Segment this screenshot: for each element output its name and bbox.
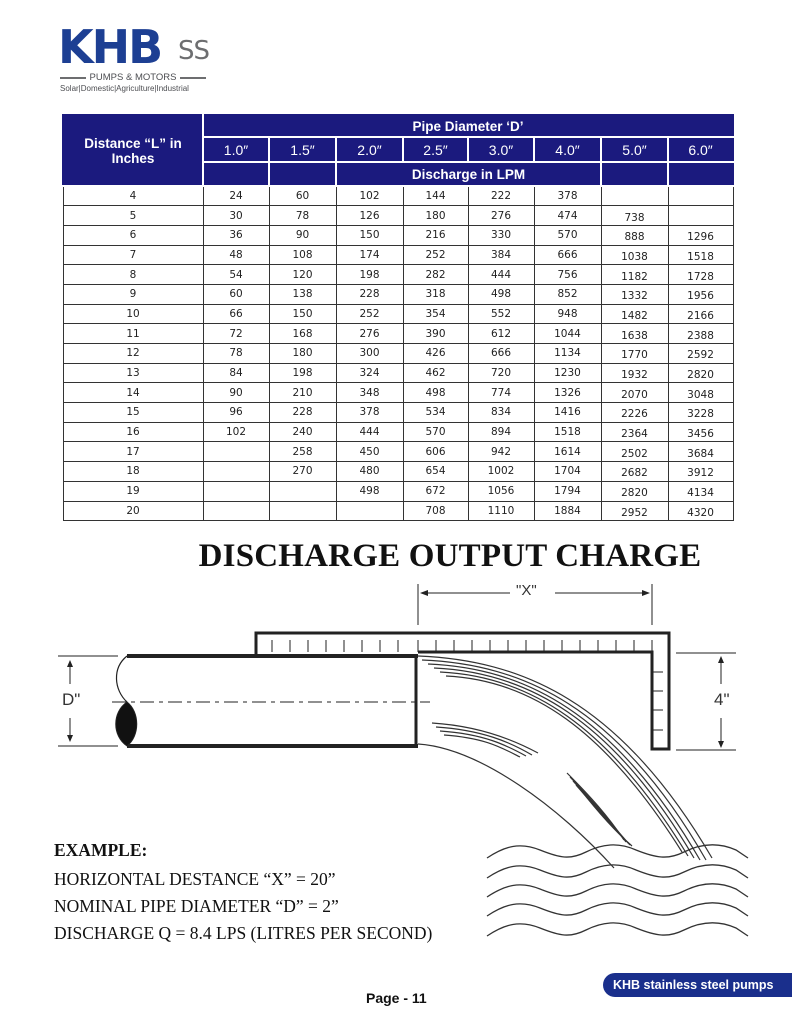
table-row [63,442,733,462]
discharge-cell: 108 [269,245,336,265]
table-row [63,186,733,206]
distance-cell: 13 [63,363,203,383]
pipe-size-header: 6.0″ [668,137,733,162]
discharge-cell: 1056 [468,481,534,501]
discharge-cell [269,501,336,521]
discharge-cell: 90 [203,383,269,403]
discharge-cell: 1638 [601,324,668,344]
discharge-cell: 606 [403,442,468,462]
distance-cell: 10 [63,304,203,324]
discharge-cell: 852 [534,284,601,304]
discharge-cell: 180 [403,206,468,226]
distance-cell: 12 [63,344,203,364]
discharge-cell: 60 [269,186,336,206]
discharge-cell: 1332 [601,284,668,304]
discharge-cell [336,501,403,521]
logo-brand: KHB [58,20,162,74]
discharge-cell: 2682 [601,462,668,482]
distance-cell: 6 [63,225,203,245]
pipe-size-header: 2.0″ [336,137,403,162]
blank-header-cell [668,162,733,186]
discharge-cell: 384 [468,245,534,265]
discharge-cell: 1518 [534,422,601,442]
logo-divider [180,77,206,79]
discharge-cell: 180 [269,344,336,364]
discharge-cell: 72 [203,324,269,344]
discharge-cell: 378 [534,186,601,206]
pipe-size-header: 1.5″ [269,137,336,162]
page-number: Page - 11 [366,990,427,1006]
discharge-cell: 720 [468,363,534,383]
discharge-cell: 1482 [601,304,668,324]
table-row [63,284,733,304]
logo-divider [60,77,86,79]
discharge-cell: 354 [403,304,468,324]
discharge-cell: 3456 [668,422,733,442]
measuring-square [256,633,669,749]
example-horizontal-distance: HORIZONTAL DESTANCE “X” = 20” [54,869,336,889]
discharge-cell: 54 [203,265,269,285]
distance-cell: 9 [63,284,203,304]
height-label: 4" [714,690,730,709]
example-pipe-diameter: NOMINAL PIPE DIAMETER “D” = 2” [54,896,339,916]
discharge-cell: 2820 [601,481,668,501]
discharge-cell: 276 [336,324,403,344]
discharge-cell: 126 [336,206,403,226]
discharge-cell: 84 [203,363,269,383]
discharge-cell: 3684 [668,442,733,462]
discharge-cell: 252 [403,245,468,265]
discharge-cell: 390 [403,324,468,344]
discharge-cell: 210 [269,383,336,403]
discharge-cell: 2226 [601,403,668,423]
discharge-cell: 3912 [668,462,733,482]
discharge-cell: 1230 [534,363,601,383]
discharge-cell: 2364 [601,422,668,442]
discharge-cell: 198 [269,363,336,383]
discharge-table [62,114,734,521]
discharge-cell: 4134 [668,481,733,501]
discharge-cell: 450 [336,442,403,462]
discharge-cell: 1002 [468,462,534,482]
discharge-cell: 480 [336,462,403,482]
discharge-cell [668,186,733,206]
pipe-size-header: 1.0″ [203,137,269,162]
discharge-cell: 570 [403,422,468,442]
discharge-cell: 150 [269,304,336,324]
discharge-cell: 426 [403,344,468,364]
distance-cell: 18 [63,462,203,482]
discharge-cell: 444 [336,422,403,442]
discharge-cell: 276 [468,206,534,226]
discharge-cell: 1614 [534,442,601,462]
discharge-cell: 462 [403,363,468,383]
discharge-cell: 1326 [534,383,601,403]
discharge-cell [203,501,269,521]
blank-header-cell [269,162,336,186]
distance-cell: 19 [63,481,203,501]
discharge-cell [203,481,269,501]
discharge-cell: 2070 [601,383,668,403]
discharge-cell: 666 [468,344,534,364]
discharge-cell: 1044 [534,324,601,344]
discharge-cell: 4320 [668,501,733,521]
distance-cell: 8 [63,265,203,285]
discharge-cell: 1728 [668,265,733,285]
discharge-cell: 66 [203,304,269,324]
discharge-cell: 48 [203,245,269,265]
pipe-size-header: 5.0″ [601,137,668,162]
discharge-cell: 948 [534,304,601,324]
distance-cell: 17 [63,442,203,462]
distance-cell: 14 [63,383,203,403]
discharge-cell: 1932 [601,363,668,383]
discharge-cell: 570 [534,225,601,245]
discharge-cell: 2388 [668,324,733,344]
discharge-cell: 1518 [668,245,733,265]
discharge-cell: 552 [468,304,534,324]
discharge-cell: 1704 [534,462,601,482]
table-row [63,403,733,423]
distance-cell: 4 [63,186,203,206]
distance-cell: 16 [63,422,203,442]
table-row [63,206,733,226]
discharge-cell: 330 [468,225,534,245]
pipe-size-header: 2.5″ [403,137,468,162]
discharge-cell: 60 [203,284,269,304]
discharge-cell: 1416 [534,403,601,423]
discharge-cell: 1770 [601,344,668,364]
discharge-cell: 216 [403,225,468,245]
discharge-cell: 666 [534,245,601,265]
discharge-cell: 1296 [668,225,733,245]
discharge-cell: 2820 [668,363,733,383]
table-row [63,383,733,403]
logo-tagline: Solar|Domestic|Agriculture|Industrial [60,84,189,93]
table-row [63,245,733,265]
discharge-cell: 2166 [668,304,733,324]
table-row [63,501,733,521]
pipe-size-header: 4.0″ [534,137,601,162]
discharge-cell: 444 [468,265,534,285]
discharge-cell: 2592 [668,344,733,364]
discharge-cell: 672 [403,481,468,501]
discharge-cell: 708 [403,501,468,521]
discharge-unit-header: Discharge in LPM [336,162,601,186]
pipe-size-header: 3.0″ [468,137,534,162]
section-title: DISCHARGE OUTPUT CHARGE [198,538,702,574]
discharge-cell: 96 [203,403,269,423]
discharge-cell: 654 [403,462,468,482]
discharge-cell: 282 [403,265,468,285]
discharge-cell: 474 [534,206,601,226]
example-section [54,840,432,951]
pipe-diameter-header: Pipe Diameter ‘D’ [203,115,733,137]
discharge-cell: 240 [269,422,336,442]
example-heading: EXAMPLE: [54,840,148,860]
discharge-cell: 738 [601,206,668,226]
discharge-cell: 756 [534,265,601,285]
discharge-cell: 102 [336,186,403,206]
discharge-cell: 24 [203,186,269,206]
discharge-cell [601,186,668,206]
example-discharge: DISCHARGE Q = 8.4 LPS (LITRES PER SECOND) [54,923,433,943]
discharge-cell: 174 [336,245,403,265]
discharge-cell: 258 [269,442,336,462]
discharge-cell: 270 [269,462,336,482]
distance-cell: 20 [63,501,203,521]
table-row [63,344,733,364]
discharge-cell: 348 [336,383,403,403]
discharge-cell: 1794 [534,481,601,501]
discharge-cell: 1956 [668,284,733,304]
footer-banner: KHB stainless steel pumps [603,973,792,997]
table-row [63,363,733,383]
pipe [112,656,430,746]
pipe-diameter-label: D" [62,690,81,709]
discharge-cell: 222 [468,186,534,206]
discharge-cell: 324 [336,363,403,383]
discharge-cell: 228 [336,284,403,304]
distance-cell: 11 [63,324,203,344]
distance-cell: 7 [63,245,203,265]
discharge-cell: 102 [203,422,269,442]
discharge-cell: 378 [336,403,403,423]
discharge-cell: 300 [336,344,403,364]
table-row [63,225,733,245]
discharge-cell: 168 [269,324,336,344]
discharge-cell: 228 [269,403,336,423]
discharge-cell: 834 [468,403,534,423]
distance-header: Distance “L” in Inches [63,115,203,186]
discharge-cell: 498 [468,284,534,304]
discharge-cell: 534 [403,403,468,423]
table-body [63,186,733,521]
blank-header-cell [601,162,668,186]
company-logo [58,20,218,94]
discharge-cell: 888 [601,225,668,245]
discharge-cell: 3228 [668,403,733,423]
discharge-cell: 3048 [668,383,733,403]
discharge-cell: 1110 [468,501,534,521]
blank-header-cell [203,162,269,186]
discharge-cell: 36 [203,225,269,245]
discharge-cell [269,481,336,501]
discharge-cell: 90 [269,225,336,245]
discharge-cell: 144 [403,186,468,206]
discharge-cell: 30 [203,206,269,226]
table-row [63,265,733,285]
discharge-cell: 894 [468,422,534,442]
discharge-cell: 138 [269,284,336,304]
distance-cell: 15 [63,403,203,423]
discharge-cell: 2952 [601,501,668,521]
table-row [63,324,733,344]
x-distance-label: "X" [516,582,537,599]
discharge-cell: 78 [269,206,336,226]
discharge-cell [668,206,733,226]
discharge-cell: 198 [336,265,403,285]
discharge-cell: 942 [468,442,534,462]
discharge-cell [203,442,269,462]
discharge-cell: 252 [336,304,403,324]
discharge-cell: 1038 [601,245,668,265]
discharge-cell: 1884 [534,501,601,521]
logo-subtitle-row [60,72,206,83]
table-row [63,422,733,442]
logo-subtitle: PUMPS & MOTORS [89,72,177,83]
discharge-cell: 1134 [534,344,601,364]
discharge-cell: 150 [336,225,403,245]
table-row [63,304,733,324]
discharge-cell: 120 [269,265,336,285]
discharge-cell: 1182 [601,265,668,285]
logo-suffix: SS [178,36,210,66]
discharge-cell: 318 [403,284,468,304]
discharge-cell: 498 [403,383,468,403]
discharge-cell: 774 [468,383,534,403]
table-row [63,462,733,482]
distance-cell: 5 [63,206,203,226]
discharge-cell: 2502 [601,442,668,462]
discharge-cell: 78 [203,344,269,364]
discharge-cell: 612 [468,324,534,344]
water-waves [487,845,748,936]
discharge-cell [203,462,269,482]
table-row [63,481,733,501]
discharge-cell: 498 [336,481,403,501]
